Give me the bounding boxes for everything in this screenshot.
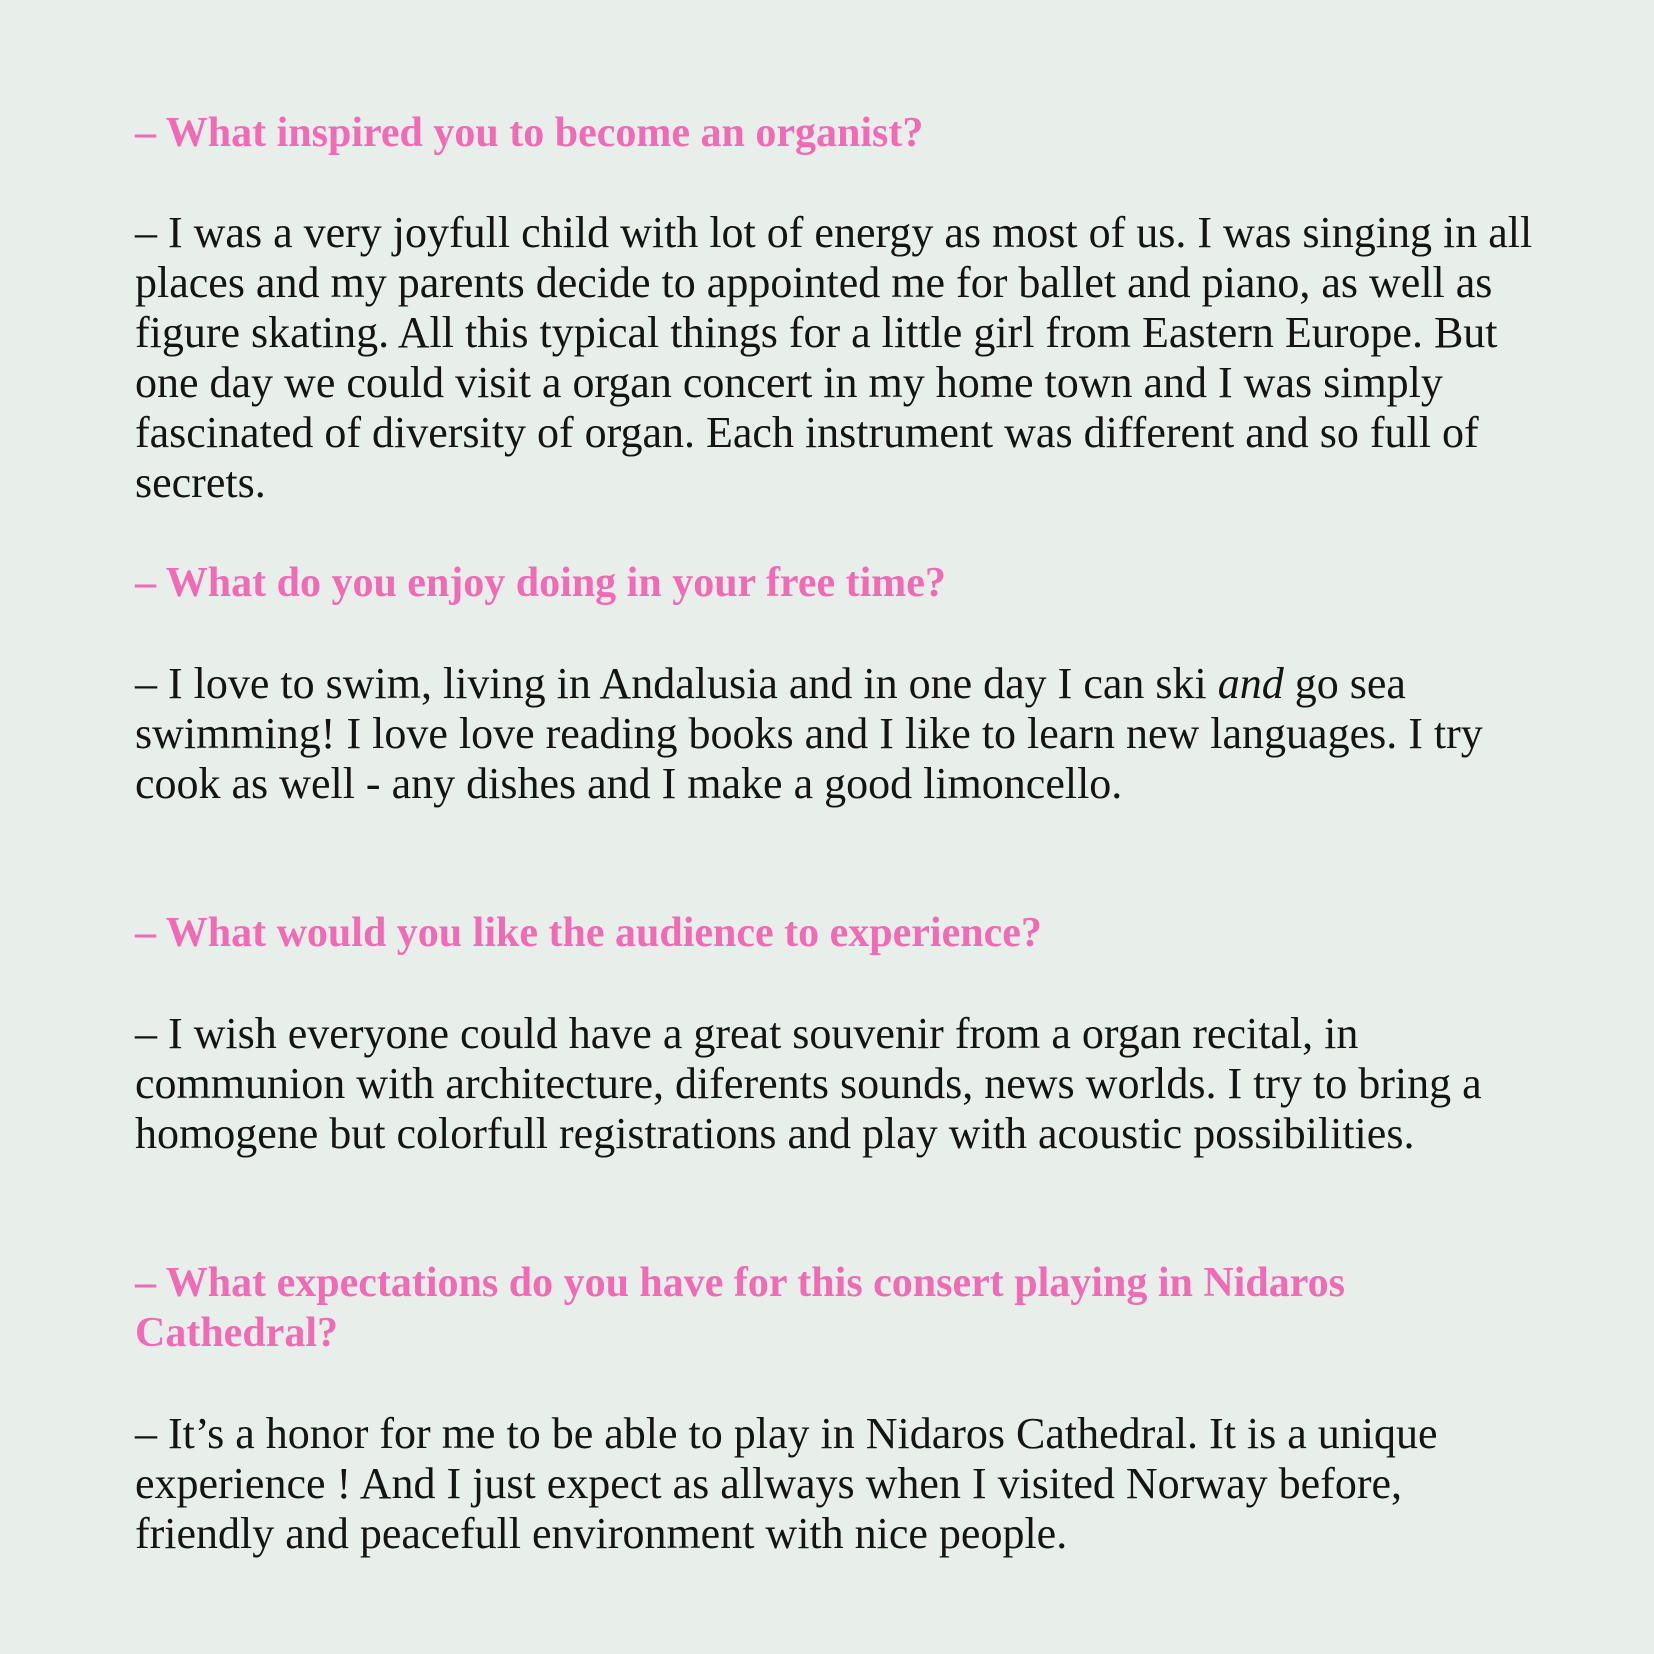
answer-expectations: – It’s a honor for me to be able to play in Nidaros Cathedral. It is a unique experience ! And I just expect as allways when I visited Norway before, friendly and peacefull environment with nice people.	[135, 1409, 1438, 1558]
answer-audience-experience: – I wish everyone could have a great souvenir from a organ recital, in communion with architecture, diferents sounds, news worlds. I try to bring a homogene but colorfull registrations and play with acoustic possibilities.	[135, 1009, 1482, 1158]
question-audience-experience: – What would you like the audience to experience?	[135, 910, 1042, 956]
question-free-time: – What do you enjoy doing in your free time?	[135, 560, 946, 606]
answer-free-time-part-2: go sea swimming! I love love reading books and I like to learn new languages. I try cook as well - any dishes and I make a good limoncello.	[135, 659, 1483, 808]
answer-free-time-part-1: – I love to swim, living in Andalusia and in one day I can ski	[135, 659, 1218, 708]
question-expectations: – What expectations do you have for this consert playing in Nidaros Cathedral?	[135, 1260, 1345, 1356]
answer-inspiration: – I was a very joyfull child with lot of energy as most of us. I was singing in all places and my parents decide to appointed me for ballet and piano, as well as figure skating. All this typical things for a little girl from Eastern Europe. But one day we could visit a organ concert in my home town and I was simply fascinated of diversity of organ. Each instrument was different and so full of secrets.	[135, 208, 1533, 507]
answer-free-time	[135, 659, 1535, 809]
answer-free-time-italic: and	[1217, 659, 1284, 708]
question-inspiration: – What inspired you to become an organist?	[135, 110, 924, 156]
